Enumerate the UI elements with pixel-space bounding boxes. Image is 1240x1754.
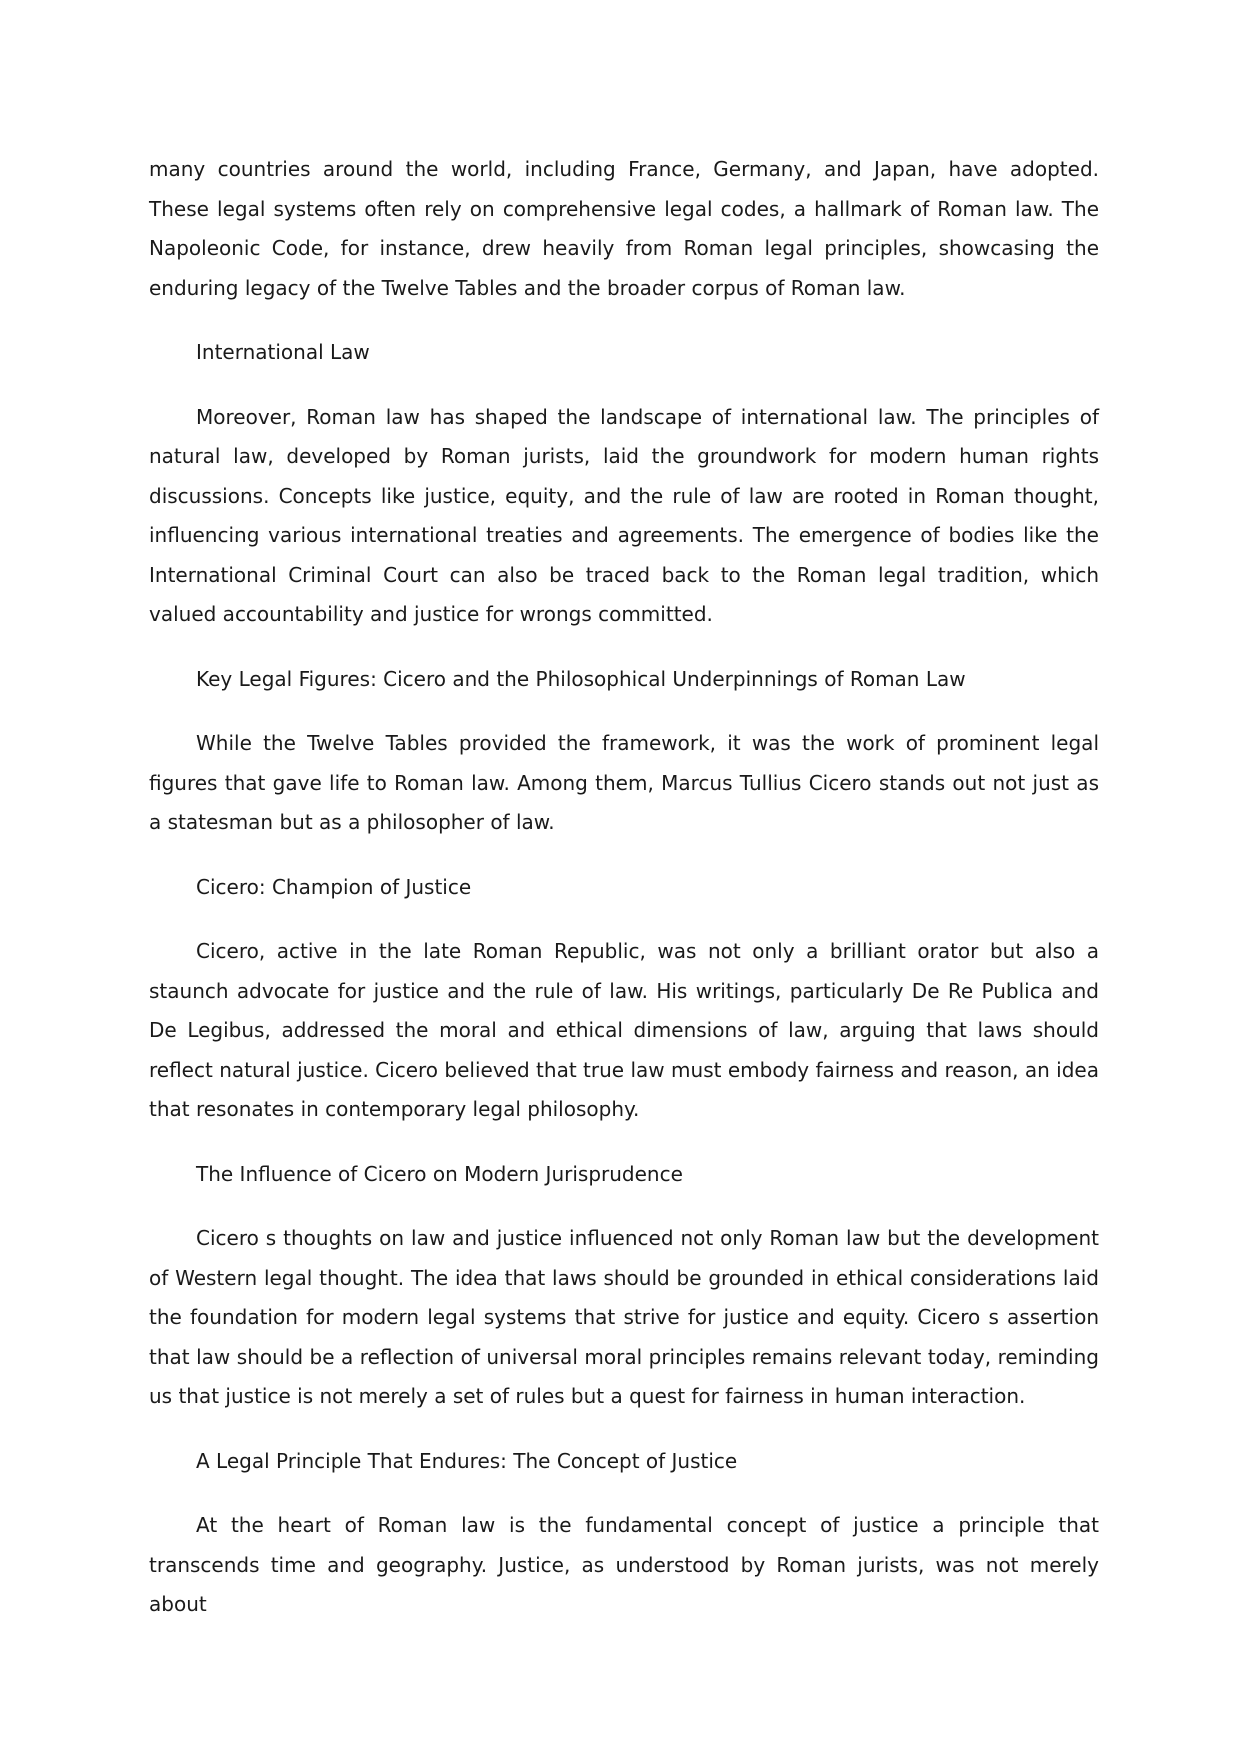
paragraph-concept-of-justice: At the heart of Roman law is the fundamental concept of justice a principle that transcends time and geography. Justice, as understood by Roman jurists, was not merely about [149,1513,1099,1616]
paragraph-cicero-influence: Cicero s thoughts on law and justice influenced not only Roman law but the development of Western legal thought. The idea that laws should be grounded in ethical considerations laid the foundation for modern legal systems that strive for justice and equity. Cicero s assertion that law should be a reflection of universal moral principles remains relevant today, reminding us that justice is not merely a set of rules but a quest for fairness in human interaction. [149,1226,1099,1408]
heading-cicero-influence: The Influence of Cicero on Modern Jurisprudence [196,1161,683,1186]
heading-cicero-champion: Cicero: Champion of Justice [196,874,472,899]
heading-international-law: International Law [196,340,370,364]
paragraph-cicero-champion: Cicero, active in the late Roman Republic, was not only a brilliant orator but also a staunch advocate for justice and the rule of law. His writings, particularly De Re Publica and De Legibus, addressed the moral and ethical dimensions of law, arguing that laws should reflect natural justice. Cicero believed that true law must embody fairness and reason, an idea that resonates in contemporary legal philosophy. [149,939,1099,1121]
document-body [149,150,1099,1650]
heading-key-legal-figures: Key Legal Figures: Cicero and the Philosophical Underpinnings of Roman Law [196,666,966,691]
paragraph-key-legal-figures: While the Twelve Tables provided the framework, it was the work of prominent legal figures that gave life to Roman law. Among them, Marcus Tullius Cicero stands out not just as a statesman but as a philosopher of law. [149,731,1099,834]
heading-concept-of-justice: A Legal Principle That Endures: The Concept of Justice [196,1448,738,1473]
paragraph-international-law: Moreover, Roman law has shaped the landscape of international law. The principles of natural law, developed by Roman jurists, laid the groundwork for modern human rights discussions. Concepts like justice, equity, and the rule of law are rooted in Roman thought, influencing various international treaties and agreements. The emergence of bodies like the International Criminal Court can also be traced back to the Roman legal tradition, which valued accountability and justice for wrongs committed. [149,404,1099,626]
paragraph-civil-law-continuation: many countries around the world, including France, Germany, and Japan, have adopted. These legal systems often rely on comprehensive legal codes, a hallmark of Roman law. The Napoleonic Code, for instance, drew heavily from Roman legal principles, showcasing the enduring legacy of the Twelve Tables and the broader corpus of Roman law. [149,157,1099,300]
